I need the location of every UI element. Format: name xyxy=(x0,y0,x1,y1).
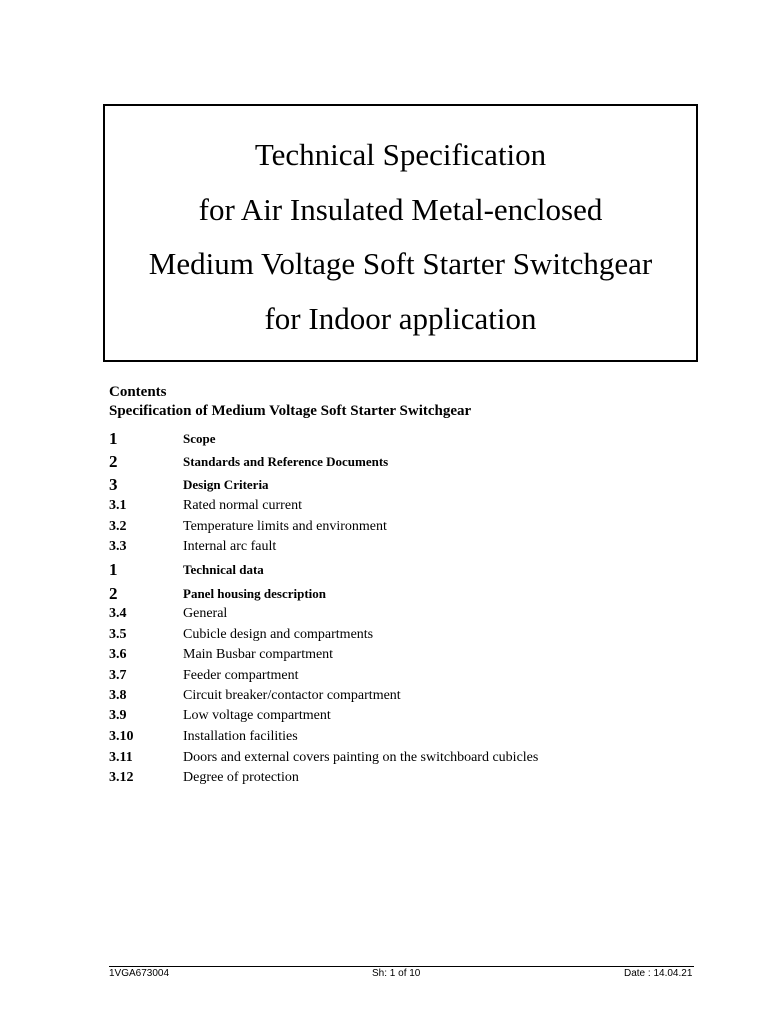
title-line-1: Technical Specification xyxy=(254,137,547,172)
toc-number: 3.5 xyxy=(109,627,127,642)
footer-sheet-number: Sh: 1 of 10 xyxy=(372,968,421,979)
toc-label: Circuit breaker/contactor compartment xyxy=(183,688,401,703)
toc-number: 3.11 xyxy=(109,750,133,765)
toc-label: Degree of protection xyxy=(183,770,299,785)
toc-label: Internal arc fault xyxy=(183,539,277,554)
toc-number: 3.1 xyxy=(109,498,127,513)
title-line-3: Medium Voltage Soft Starter Switchgear xyxy=(148,246,653,281)
toc-number: 1 xyxy=(109,429,118,448)
toc-number: 3 xyxy=(109,475,118,494)
toc-label: Panel housing description xyxy=(183,586,327,601)
toc-label: Technical data xyxy=(183,562,264,577)
footer-divider xyxy=(109,966,694,967)
toc-number: 3.8 xyxy=(109,688,127,703)
toc-number: 3.12 xyxy=(109,770,134,785)
footer-date: Date : 14.04.21 xyxy=(624,968,693,979)
toc-label: Installation facilities xyxy=(183,729,298,744)
toc-label: Scope xyxy=(183,431,216,446)
title-line-2: for Air Insulated Metal-enclosed xyxy=(198,192,603,227)
toc-label: Rated normal current xyxy=(183,498,302,513)
toc-number: 2 xyxy=(109,584,118,603)
title-line-4: for Indoor application xyxy=(264,301,537,336)
toc-number: 3.2 xyxy=(109,519,127,534)
toc-label: Doors and external covers painting on the switchboard cubicles xyxy=(183,750,539,765)
toc-number: 3.6 xyxy=(109,647,127,662)
footer-doc-id: 1VGA673004 xyxy=(109,968,170,979)
toc-label: Feeder compartment xyxy=(183,668,299,683)
toc-label: Temperature limits and environment xyxy=(183,519,387,534)
toc-number: 3.3 xyxy=(109,539,127,554)
toc-label: Design Criteria xyxy=(183,477,269,492)
contents-subheading: Specification of Medium Voltage Soft Starter Switchgear xyxy=(109,403,472,419)
toc-number: 2 xyxy=(109,452,118,471)
toc-number: 3.10 xyxy=(109,729,134,744)
toc-number: 3.9 xyxy=(109,708,127,723)
toc-number: 3.4 xyxy=(109,606,127,621)
contents-heading: Contents xyxy=(109,384,167,400)
toc-label: Cubicle design and compartments xyxy=(183,627,374,642)
toc-number: 3.7 xyxy=(109,668,127,683)
toc-label: Standards and Reference Documents xyxy=(183,454,389,469)
title-box xyxy=(103,104,698,362)
toc-label: General xyxy=(183,606,228,621)
toc-label: Low voltage compartment xyxy=(183,708,331,723)
toc-number: 1 xyxy=(109,560,118,579)
toc-label: Main Busbar compartment xyxy=(183,647,334,662)
